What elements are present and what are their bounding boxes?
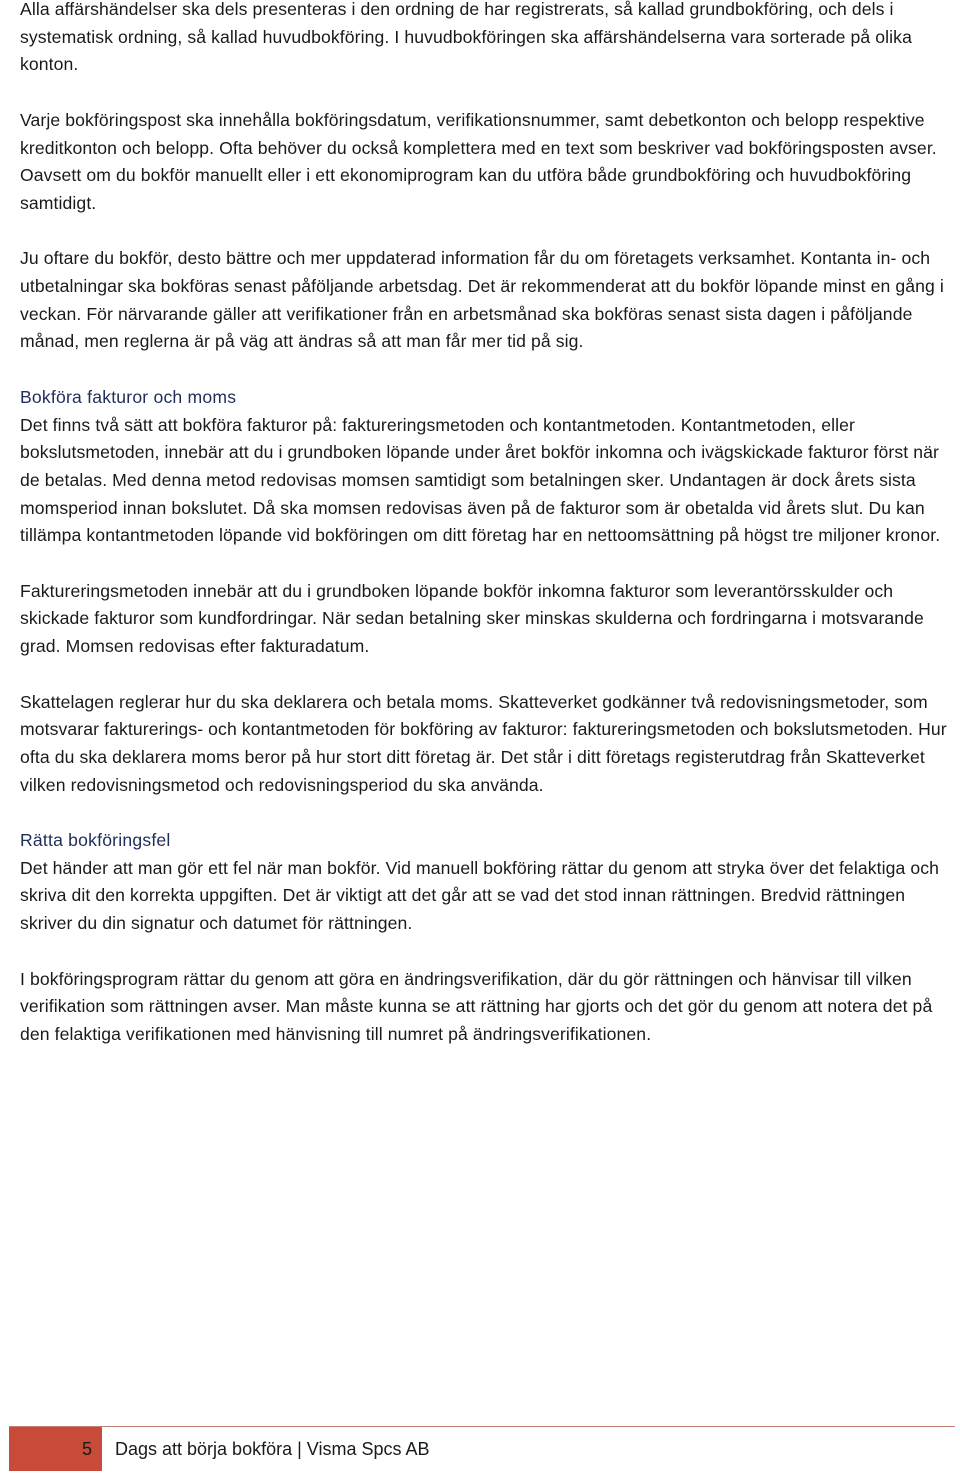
section1-paragraph-1: Det finns två sätt att bokföra fakturor på: faktureringsmetoden och kontantmetoden. Kontantmetoden, eller bokslutsmetoden, innebär att du i grundboken löpande under året bokför inkomna och ivägskickade fakturor först när de betalas. Med denna metod redovisas momsen samtidigt som betalningen sker. Undantagen är dock årets sista momsperiod innan bokslutet. Då ska momsen redovisas även på de fakturor som är obetalda vid årets slut. Du kan tillämpa kontantmetoden löpande vid bokföringen om ditt företag har en nettoomsättning på högst tre miljoner kronor. (20, 414, 941, 546)
section1-paragraph-2: Faktureringsmetoden innebär att du i grundboken löpande bokför inkomna fakturor som leverantörsskulder och skickade fakturor som kundfordringar. När sedan betalning sker minskas skulderna och fordringarna i motsvarande grad. Momsen redovisas efter fakturadatum. (20, 580, 924, 657)
section1-paragraph-3: Skattelagen reglerar hur du ska deklarera och betala moms. Skatteverket godkänner två redovisningsmetoder, som motsvarar fakturerings- och kontantmetoden för bokföring av fakturor: faktureringsmetoden och bokslutsmetoden. Hur ofta du ska deklarera moms beror på hur stort ditt företag är. Det står i ditt företags registerutdrag från Skatteverket vilken redovisningsmetod och redovisningsperiod du ska använda. (20, 691, 947, 795)
page-number: 5 (81, 1439, 92, 1459)
body-text (20, 0, 948, 1076)
page-footer (9, 1426, 955, 1471)
footer-title: Dags att börja bokföra | Visma Spcs AB (115, 1439, 430, 1459)
section2-paragraph-2: I bokföringsprogram rättar du genom att göra en ändringsverifikation, där du gör rättningen och hänvisar till vilken verifikation som rättningen avser. Man måste kunna se att rättning har gjorts och det gör du genom att notera det på den felaktiga verifikationen med hänvisning till numret på ändringsverifikationen. (20, 968, 933, 1044)
section-heading-corrections: Rätta bokföringsfel (20, 830, 171, 850)
intro-paragraph-1: Alla affärshändelser ska dels presenteras i den ordning de har registrerats, så kallad grundbokföring, och dels i systematisk ordning, så kallad huvudbokföring. I huvudbokföringen ska affärshändelserna vara sorterade på olika konton. (20, 0, 912, 75)
section2-paragraph-1: Det händer att man gör ett fel när man bokför. Vid manuell bokföring rättar du genom att stryka över det felaktiga och skriva dit den korrekta uppgiften. Det är viktigt att det går att se vad det stod innan rättningen. Bredvid rättningen skriver du din signatur och datumet för rättningen. (20, 857, 940, 934)
intro-paragraph-3: Ju oftare du bokför, desto bättre och mer uppdaterad information får du om företagets verksamhet. Kontanta in- och utbetalningar ska bokföras senast påföljande arbetsdag. Det är rekommenderat att du bokför löpande minst en gång i veckan. För närvarande gäller att verifikationer från en arbetsmånad ska bokföras senast sista dagen i påföljande månad, men reglerna är på väg att ändras så att man får mer tid på sig. (20, 248, 944, 352)
intro-paragraph-2: Varje bokföringspost ska innehålla bokföringsdatum, verifikationsnummer, samt debetkonton och belopp respektive kreditkonton och belopp. Ofta behöver du också komplettera med en text som beskriver vad bokföringsposten avser. Oavsett om du bokför manuellt eller i ett ekonomiprogram kan du utföra både grundbokföring och huvudbokföring samtidigt. (20, 109, 937, 213)
section-heading-invoices-vat: Bokföra fakturor och moms (20, 386, 237, 407)
page-number-box (9, 1427, 102, 1471)
